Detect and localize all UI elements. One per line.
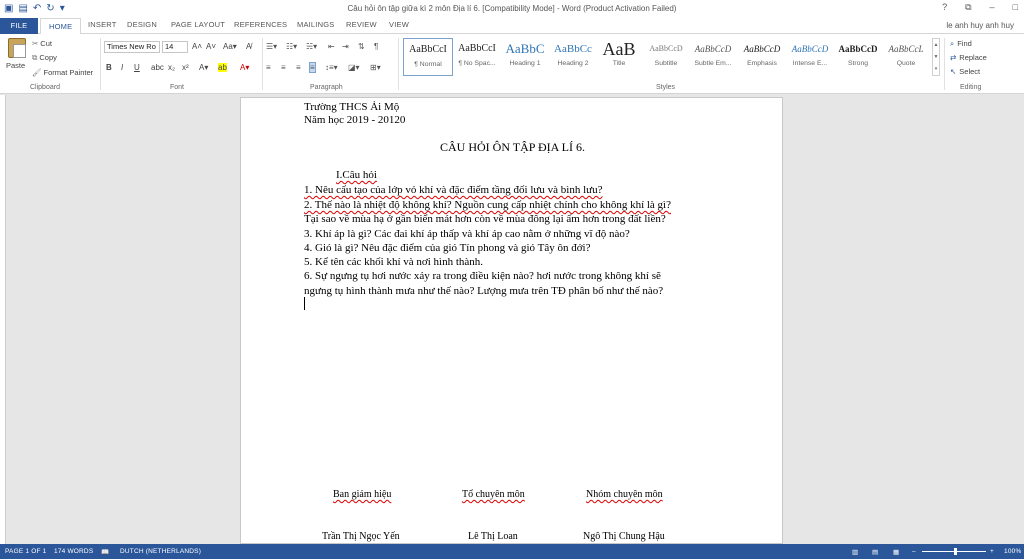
question-line: Tại sao về mùa hạ ở gần biển mát hơn còn về mùa đông lại ấm hơn trong đất liền? [304, 213, 666, 225]
clipboard-label: Clipboard [30, 84, 60, 91]
style-intense-emphasis[interactable]: AaBbCcD Intense E... [791, 44, 829, 67]
question-line: 2. Thế nào là nhiệt độ không khí? Nguồn cung cấp nhiệt chính cho không khí là gì? [304, 199, 671, 211]
select-button[interactable]: ↖ Select [950, 67, 981, 76]
align-left-icon[interactable]: ≡ [266, 63, 271, 72]
status-bar [0, 544, 1024, 559]
font-label: Font [170, 84, 185, 91]
minimize-button[interactable]: – [989, 2, 995, 12]
save-icon[interactable]: ▤ [18, 3, 28, 14]
style-no-spacing[interactable]: AaBbCcI ¶ No Spac... [458, 43, 496, 67]
scissors-icon: ✂ [32, 39, 39, 48]
align-center-icon[interactable]: ≡ [281, 63, 286, 72]
style-normal[interactable]: AaBbCcI ¶ Normal [403, 38, 453, 76]
document-area [0, 95, 1024, 544]
school-name: Trường THCS Ải Mộ [304, 101, 400, 113]
sort-icon[interactable]: ⇅ [358, 42, 365, 51]
redo-icon[interactable]: ↻ [46, 3, 55, 14]
shrink-font-icon[interactable]: A˅ [206, 42, 217, 51]
read-mode-icon[interactable]: ▥ [852, 549, 859, 556]
style-heading-2[interactable]: AaBbCc Heading 2 [554, 43, 592, 67]
divider [100, 38, 101, 90]
format-painter-button[interactable]: 🖌 Format Painter [32, 68, 94, 77]
text-cursor [304, 297, 305, 310]
highlight-icon[interactable]: ab [218, 63, 227, 72]
paragraph-label: Paragraph [310, 84, 343, 91]
superscript-icon[interactable]: x² [182, 63, 189, 72]
signature-name: Trần Thị Ngọc Yến [322, 531, 400, 542]
signature-name: Ngô Thị Chung Hậu [583, 531, 665, 542]
copy-icon: ⧉ [32, 53, 38, 62]
italic-button[interactable]: I [121, 63, 124, 72]
tab-file[interactable]: FILE [0, 18, 38, 34]
maximize-button[interactable]: □ [1012, 2, 1018, 12]
vertical-ruler [0, 95, 6, 544]
word-logo-icon: ▣ [4, 3, 14, 14]
divider [398, 38, 399, 90]
proofing-icon[interactable]: 📖 [101, 549, 110, 556]
zoom-in-icon[interactable]: + [990, 548, 994, 555]
find-button[interactable]: ⌕ Find [950, 39, 972, 48]
styles-label: Styles [656, 84, 676, 91]
styles-scroll[interactable]: ▲ ▼ ▾ [932, 38, 940, 76]
signature-name: Lê Thị Loan [468, 531, 518, 542]
font-color-icon[interactable]: A▾ [240, 63, 250, 72]
shading-icon[interactable]: ◪▾ [348, 63, 360, 72]
word-count[interactable]: 174 WORDS [54, 548, 94, 555]
style-subtle-emphasis[interactable]: AaBbCcD Subtle Em... [694, 44, 732, 67]
signature-role: Ban giám hiệu [333, 489, 392, 500]
page-count[interactable]: PAGE 1 OF 1 [5, 548, 47, 555]
borders-icon[interactable]: ⊞▾ [370, 63, 381, 72]
editing-label: Editing [960, 84, 982, 91]
qat-customize-icon[interactable]: ▾ [59, 3, 65, 14]
style-quote[interactable]: AaBbCcL Quote [888, 44, 924, 67]
tab-insert[interactable]: INSERT [88, 20, 117, 29]
divider [262, 38, 263, 90]
user-account[interactable]: le anh huy anh huy [946, 21, 1014, 30]
cut-button[interactable]: ✂ Cut [32, 39, 52, 48]
change-case-icon[interactable]: Aa▾ [223, 42, 237, 51]
question-line: 3. Khí áp là gì? Các đai khí áp thấp và khí áp cao nằm ở những vĩ độ nào? [304, 228, 630, 240]
web-layout-icon[interactable]: ▦ [893, 549, 900, 556]
signature-role: Nhóm chuyên môn [586, 489, 663, 500]
question-line: 6. Sự ngưng tụ hơi nước xảy ra trong điều kiện nào? hơi nước trong không khí sẽ [304, 270, 661, 282]
paste-button[interactable]: Paste [6, 61, 26, 70]
copy-button[interactable]: ⧉ Copy [32, 53, 57, 62]
style-strong[interactable]: AaBbCcD Strong [838, 44, 878, 67]
help-button[interactable]: ? [942, 2, 948, 12]
print-layout-icon[interactable]: ▤ [872, 549, 879, 556]
tab-review[interactable]: REVIEW [346, 20, 377, 29]
zoom-level[interactable]: 100% [1004, 548, 1022, 555]
divider [944, 38, 945, 90]
document-title: CÂU HỎI ÔN TẬP ĐỊA LÍ 6. [440, 140, 585, 154]
grow-font-icon[interactable]: A˄ [192, 42, 203, 51]
numbering-icon[interactable]: ☷▾ [286, 42, 298, 51]
school-year: Năm học 2019 - 20120 [304, 114, 406, 126]
question-line: 5. Kể tên các khối khí và nơi hình thành. [304, 256, 484, 268]
paintbrush-icon: 🖌 [32, 68, 42, 77]
tab-home[interactable]: HOME [40, 18, 81, 35]
language-indicator[interactable]: DUTCH (NETHERLANDS) [120, 548, 202, 555]
decrease-indent-icon[interactable]: ⇤ [328, 42, 335, 51]
ribbon [0, 34, 1024, 94]
window-controls [942, 2, 1018, 13]
font-size-dropdown[interactable]: 14 [162, 41, 188, 53]
underline-button[interactable]: U [134, 63, 140, 72]
tab-references[interactable]: REFERENCES [234, 20, 288, 29]
font-name-dropdown[interactable]: Times New Ro [104, 41, 160, 53]
line-spacing-icon[interactable]: ↕≡▾ [325, 63, 338, 72]
tab-design[interactable]: DESIGN [127, 20, 157, 29]
cursor-icon: ↖ [950, 67, 957, 76]
multilevel-list-icon[interactable]: ☵▾ [306, 42, 318, 51]
question-line: 1. Nêu cấu tạo của lớp vỏ khí và đặc điểm tầng đối lưu và bình lưu? [304, 184, 603, 196]
tab-page-layout[interactable]: PAGE LAYOUT [171, 20, 226, 29]
window-title: Câu hỏi ôn tập giữa kì 2 môn Địa lí 6. [Compatibility Mode] - Word (Product Activation Failed) [347, 4, 677, 13]
title-bar [0, 0, 1024, 18]
style-subtitle[interactable]: AaBbCcD Subtitle [649, 44, 683, 67]
question-line: 4. Gió là gì? Nêu đặc điểm của gió Tín phong và gió Tây ôn đới? [304, 242, 591, 254]
paste-icon[interactable] [8, 38, 26, 58]
question-line: ngưng tụ hình thành mưa như thế nào? Lượng mưa trên TĐ phân bố như thế nào? [304, 285, 664, 297]
tab-mailings[interactable]: MAILINGS [297, 20, 335, 29]
signature-role: Tổ chuyên môn [462, 489, 525, 500]
undo-icon[interactable]: ↶ [32, 3, 42, 14]
zoom-out-icon[interactable]: – [912, 548, 916, 555]
ribbon-tabs [0, 18, 1024, 34]
zoom-slider-thumb[interactable] [954, 548, 957, 555]
replace-icon: ⇄ [950, 53, 957, 62]
bold-button[interactable]: B [106, 63, 112, 72]
tab-view[interactable]: VIEW [389, 20, 409, 29]
ribbon-display-button[interactable]: ⧉ [965, 2, 972, 12]
text-effects-icon[interactable]: A▾ [199, 63, 209, 72]
strikethrough-icon[interactable]: abc [151, 63, 164, 72]
justify-icon[interactable]: ≡ [310, 63, 315, 72]
replace-button[interactable]: ⇄ Replace [950, 53, 987, 62]
find-icon: ⌕ [950, 39, 955, 48]
style-title[interactable]: AaB Title [602, 39, 636, 67]
increase-indent-icon[interactable]: ⇥ [342, 42, 349, 51]
bullets-icon[interactable]: ☰▾ [266, 42, 278, 51]
document-page[interactable] [240, 97, 783, 544]
style-emphasis[interactable]: AaBbCcD Emphasis [743, 44, 781, 67]
section-heading: I.Câu hỏi [336, 169, 377, 181]
clear-formatting-icon[interactable]: A̸ [246, 42, 252, 51]
align-right-icon[interactable]: ≡ [296, 63, 301, 72]
subscript-icon[interactable]: x₂ [168, 63, 176, 72]
show-formatting-icon[interactable]: ¶ [374, 42, 379, 51]
style-heading-1[interactable]: AaBbC Heading 1 [505, 41, 545, 67]
